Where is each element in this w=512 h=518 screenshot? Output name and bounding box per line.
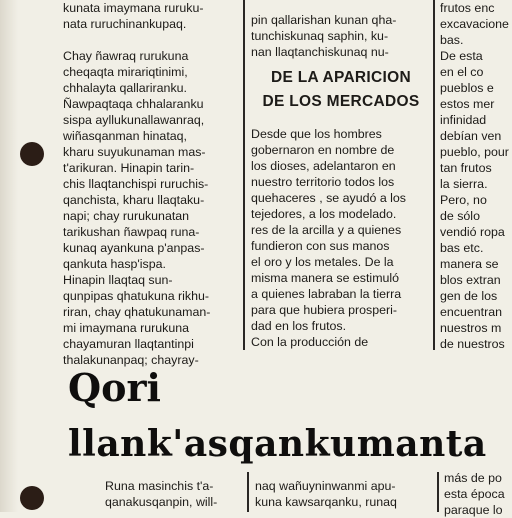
middle-column-intro	[251, 12, 431, 60]
text-line	[63, 32, 235, 48]
text-line: nata ruruchinankupaq.	[63, 17, 187, 31]
column-rule	[247, 472, 249, 512]
text-line: sispa ayllukunallawanraq,	[63, 113, 205, 127]
text-line: a quienes labraban la tierra	[251, 287, 402, 301]
text-line: pin qallarishan kunan qha-	[251, 13, 397, 27]
bottom-column-1	[105, 478, 243, 510]
column-rule	[243, 0, 245, 350]
text-line: el oro y los metales. De la	[251, 255, 394, 269]
text-line: nuestros m	[440, 321, 502, 335]
text-line: kunata imaymana ruruku-	[63, 1, 204, 15]
text-line: riran, chay qhatukunaman-	[63, 305, 211, 319]
text-line: para que hubiera prosperi-	[251, 303, 398, 317]
text-line: Runa masinchis t'a-	[105, 479, 214, 493]
text-line: res de la arcilla y a quienes	[251, 223, 402, 237]
left-column-quechua-text	[63, 0, 235, 368]
text-line: los dioses, adelantaron en	[251, 159, 396, 173]
headline-line-1: Qori	[68, 365, 161, 410]
text-line: nuestro territorio todos los	[251, 175, 395, 189]
text-line: Con la producción de	[251, 335, 369, 349]
text-line: mi imaymana rurukuna	[63, 321, 190, 335]
text-line: qankuta hasp'ispa.	[63, 257, 166, 271]
text-line: de sólo	[440, 209, 480, 223]
text-line: kuna kawsarqanku, runaq	[255, 495, 397, 509]
page-fold-shadow	[0, 0, 18, 512]
punch-hole	[20, 486, 44, 510]
text-line: bas.	[440, 33, 464, 47]
text-line: esta época	[444, 487, 505, 501]
text-line: misma manera se estimuló	[251, 271, 400, 285]
text-line: la sierra.	[440, 177, 488, 191]
punch-hole	[20, 142, 44, 166]
subheading-line: DE LA APARICION	[271, 69, 411, 86]
column-rule	[437, 472, 439, 512]
text-line: tejedores, a los modelado.	[251, 207, 397, 221]
text-line: gobernaron en nombre de	[251, 143, 395, 157]
text-line: napi; chay rurukunatan	[63, 209, 190, 223]
text-line: paraque lo	[444, 503, 503, 517]
text-line: chhalayta qallariranku.	[63, 81, 187, 95]
text-line: pueblo, pour	[440, 145, 509, 159]
bottom-column-2	[255, 478, 431, 510]
text-line: Chay ñawraq rurukuna	[63, 49, 189, 63]
headline-line-2: llank'asqankumanta	[68, 423, 487, 465]
text-line: Desde que los hombres	[251, 127, 382, 141]
text-line: blos extran	[440, 273, 501, 287]
text-line: De esta	[440, 49, 483, 63]
text-line: thalakunanpaq; chayray-	[63, 353, 199, 367]
text-line: tan frutos	[440, 161, 492, 175]
text-line: tarikushan ñawpaq runa-	[63, 225, 200, 239]
text-line: Pero, no	[440, 193, 487, 207]
text-line: Hinapin llaqtaq sun-	[63, 273, 173, 287]
text-line: encuentran	[440, 305, 503, 319]
text-line: quehaceres , se ayudó a los	[251, 191, 406, 205]
text-line: qanakusqanpin, will-	[105, 495, 218, 509]
column-rule	[433, 0, 435, 350]
text-line: naq wañuyninwanmi apu-	[255, 479, 396, 493]
text-line: chis llaqtanchispi ruruchis-	[63, 177, 209, 191]
text-line: dad en los frutos.	[251, 319, 347, 333]
text-line: excavacione	[440, 17, 509, 31]
text-line: t'arikuran. Hinapin tarin-	[63, 161, 195, 175]
text-line: qanchista, kharu llaqtaku-	[63, 193, 205, 207]
text-line: kharu suyukunaman mas-	[63, 145, 206, 159]
text-line: frutos enc	[440, 1, 495, 15]
right-column-spanish-text	[440, 0, 512, 352]
text-line: cheqaqta mirariqtinimi,	[63, 65, 188, 79]
text-line: bas etc.	[440, 241, 484, 255]
text-line: nan llaqtanchiskunaq nu-	[251, 45, 389, 59]
text-line: debían ven	[440, 129, 502, 143]
text-line: más de po	[444, 471, 502, 485]
text-line: infinidad	[440, 113, 487, 127]
section-subheading	[251, 66, 431, 114]
subheading-line: DE LOS MERCADOS	[262, 93, 420, 110]
text-line: Ñawpaqtaqa chhalaranku	[63, 97, 204, 111]
text-line: fundieron con sus manos	[251, 239, 390, 253]
text-line: manera se	[440, 257, 499, 271]
text-line: kunaq ayankuna p'anpas-	[63, 241, 205, 255]
text-line: pueblos e	[440, 81, 494, 95]
text-line: vendió ropa	[440, 225, 505, 239]
text-line: chayamuran llaqtantinpi	[63, 337, 194, 351]
text-line: tunchiskunaq saphin, ku-	[251, 29, 389, 43]
text-line: wiñasqanman hinataq,	[63, 129, 187, 143]
text-line: en el co	[440, 65, 484, 79]
middle-column-spanish-text	[251, 126, 431, 350]
bottom-column-3	[444, 470, 512, 518]
text-line: qunpipas qhatukuna rikhu-	[63, 289, 210, 303]
text-line: de nuestros	[440, 337, 505, 351]
text-line: gen de los	[440, 289, 498, 303]
text-line: estos mer	[440, 97, 495, 111]
